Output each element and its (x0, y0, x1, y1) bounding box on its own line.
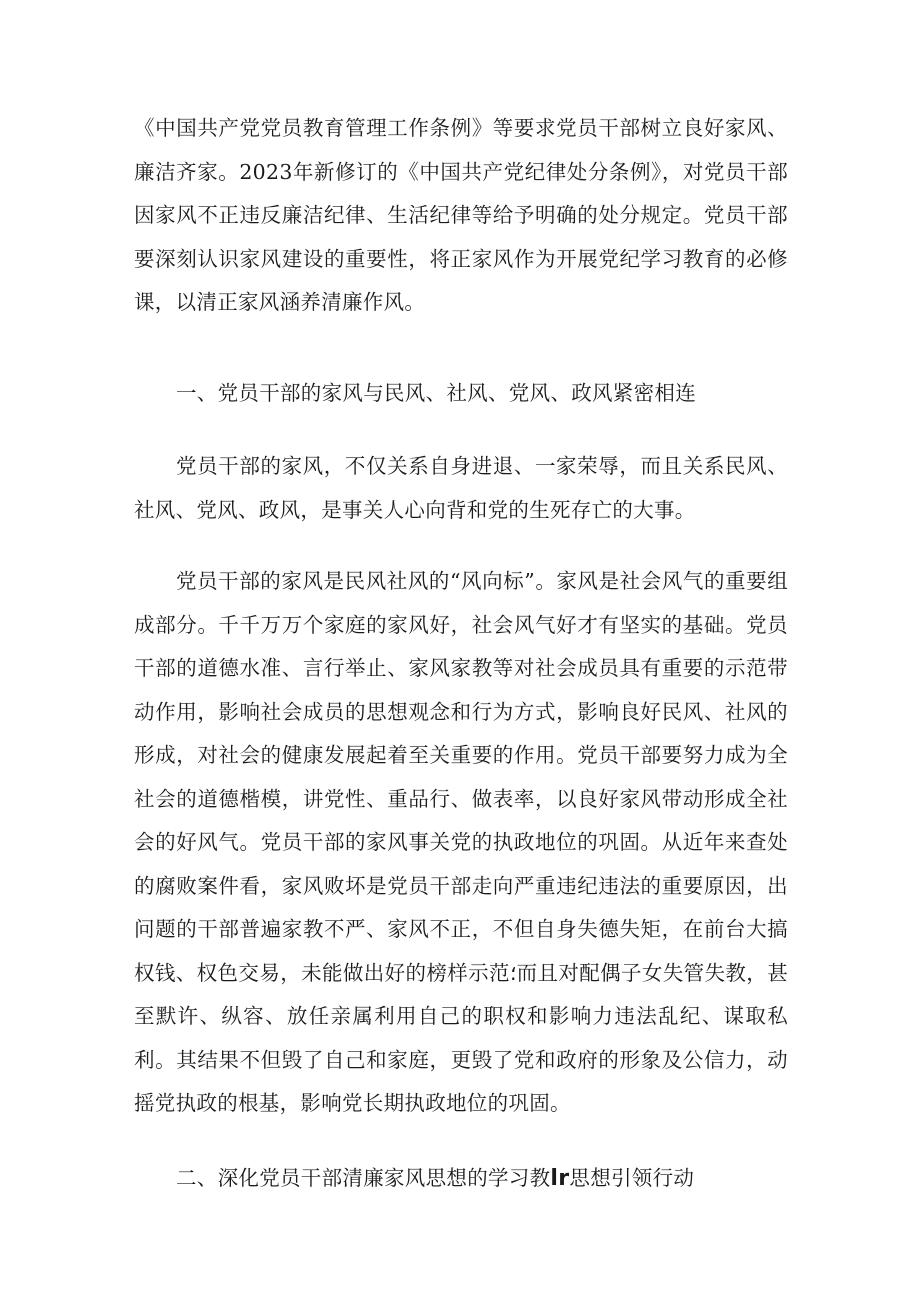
section-heading-2-artifact: lr (550, 1166, 570, 1191)
section-heading-2-part1: 二、深化党员干部清廉家风思想的学习教 (176, 1166, 551, 1190)
body-paragraph-2: 党员干部的家风是民风社风的“风向标”。家风是社会风气的重要组成部分。千千万万个家庭的家风好，社会风气好才有坚实的基础。党员干部的道德水准、言行举止、家风家教等对社会成员具有重要的示范带动作用，影响社会成员的思想观念和行为方式，影响良好民风、社风的形成，对社会的健康发展起着至关重要的作用。党员干部要努力成为全社会的道德楷模，讲党性、重品行、做表率，以良好家风带动形成全社会的好风气。党员干部的家风事关党的执政地位的巩固。从近年来查处的腐败案件看，家风败坏是党员干部走向严重违纪违法的重要原因，出问题的干部普遍家教不严、家风不正，不但自身失德失矩，在前台大搞权钱、权色交易，未能做出好的榜样示范؛而且对配偶子女失管失教，甚至默许、纵容、放任亲属利用自己的职权和影响力违法乱纪、谋取私利。其结果不但毁了自己和家庭，更毁了党和政府的形象及公信力，动摇党执政的根基，影响党长期执政地位的巩固。 (134, 569, 788, 1115)
section-heading-1: 一、党员干部的家风与民风、社风、党风、政风紧密相连 (176, 381, 696, 405)
section-heading-2 (176, 1157, 796, 1201)
intro-paragraph: 《中国共产党党员教育管理工作条例》等要求党员干部树立良好家风、廉洁齐家。2023年新修订的《中国共产党纪律处分条例》，对党员干部因家风不正违反廉洁纪律、生活纪律等给予明确的处分规定。党员干部要深刻认识家风建设的重要性，将正家风作为开展党纪学习教育的必修课，以清正家风涵养清廉作风。 (134, 116, 788, 314)
body-paragraph-1: 党员干部的家风，不仅关系自身进退、一家荣辱，而且关系民风、社风、党风、政风，是事关人心向背和党的生死存亡的大事。 (134, 454, 788, 522)
section-heading-2-part2: 思想引领行动 (569, 1166, 695, 1190)
